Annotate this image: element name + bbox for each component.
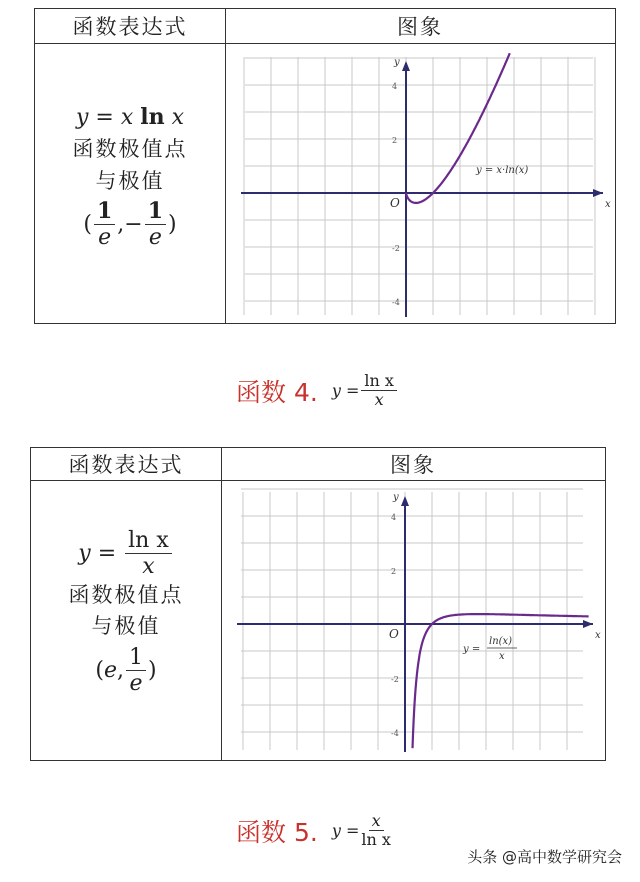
y-tick-label: -4 <box>391 729 399 738</box>
header-formula: 函数表达式 <box>72 15 188 39</box>
y-tick-label: -2 <box>391 675 399 684</box>
graph-x-ln-x <box>241 53 613 319</box>
watermark: 头条 @高中数学研究会 <box>467 848 622 866</box>
y-tick-label: 2 <box>392 136 398 145</box>
curve-label: y = x·ln(x) <box>476 165 529 176</box>
column-divider <box>221 448 222 760</box>
formula-cell <box>31 528 221 696</box>
table-header <box>31 448 605 481</box>
origin-label: O <box>390 196 400 210</box>
y-tick-label: 4 <box>391 513 397 522</box>
y-axis-arrow <box>402 61 410 71</box>
caption-label: 函数 4. <box>236 377 318 407</box>
extremum-label: 函数极值点 <box>72 137 188 161</box>
extremum-label: 函数极值点 <box>68 582 184 607</box>
x-axis-label: x <box>595 630 601 641</box>
caption-function-5 <box>236 812 393 850</box>
formula-cell <box>35 101 225 251</box>
x-axis-label: x <box>605 199 611 210</box>
table-header <box>35 9 615 44</box>
y-tick-label: 4 <box>392 82 398 91</box>
y-tick-label: -2 <box>392 244 400 253</box>
header-graph: 图象 <box>390 453 436 477</box>
y-axis-label: y <box>394 57 400 68</box>
x-axis-arrow <box>593 189 603 197</box>
column-divider <box>225 9 226 323</box>
graph-ln-x-over-x <box>237 488 603 754</box>
extremum-value-label: 与极值 <box>95 168 165 193</box>
y-tick-label: 2 <box>391 567 397 576</box>
extremum-point: ( $\frac{1}{e}$ ,− $\frac{1}{e}$ ) <box>83 198 177 251</box>
y-axis-arrow <box>401 496 409 506</box>
origin-label: O <box>389 627 399 641</box>
extremum-point: ( e , $\frac{1}{e}$ ) <box>95 644 157 696</box>
x-axis-arrow <box>583 620 593 628</box>
header-graph: 图象 <box>397 15 443 39</box>
header-formula: 函数表达式 <box>68 453 184 477</box>
extremum-value-label: 与极值 <box>91 614 161 639</box>
caption-label: 函数 5. <box>236 817 318 847</box>
function-expression: y = $\frac{\text{ln x}}{x}$ <box>78 528 173 580</box>
curve-label-den: x <box>499 651 505 662</box>
function-table-1 <box>34 8 616 324</box>
function-curve <box>406 53 510 203</box>
caption-function-4 <box>236 372 399 410</box>
y-tick-label: -4 <box>392 298 400 307</box>
function-expression: y = x ln x <box>75 104 185 130</box>
function-table-2 <box>30 447 606 761</box>
caption-formula: y = $\frac{\text{ln x}}{x}$ <box>332 372 399 410</box>
caption-formula: y = $\frac{x}{\text{ln x}}$ <box>331 811 391 850</box>
y-axis-label: y <box>393 492 399 503</box>
curve-label-num: ln(x) <box>489 636 513 647</box>
curve-label-y: y = <box>463 644 481 655</box>
function-curve <box>413 614 589 748</box>
